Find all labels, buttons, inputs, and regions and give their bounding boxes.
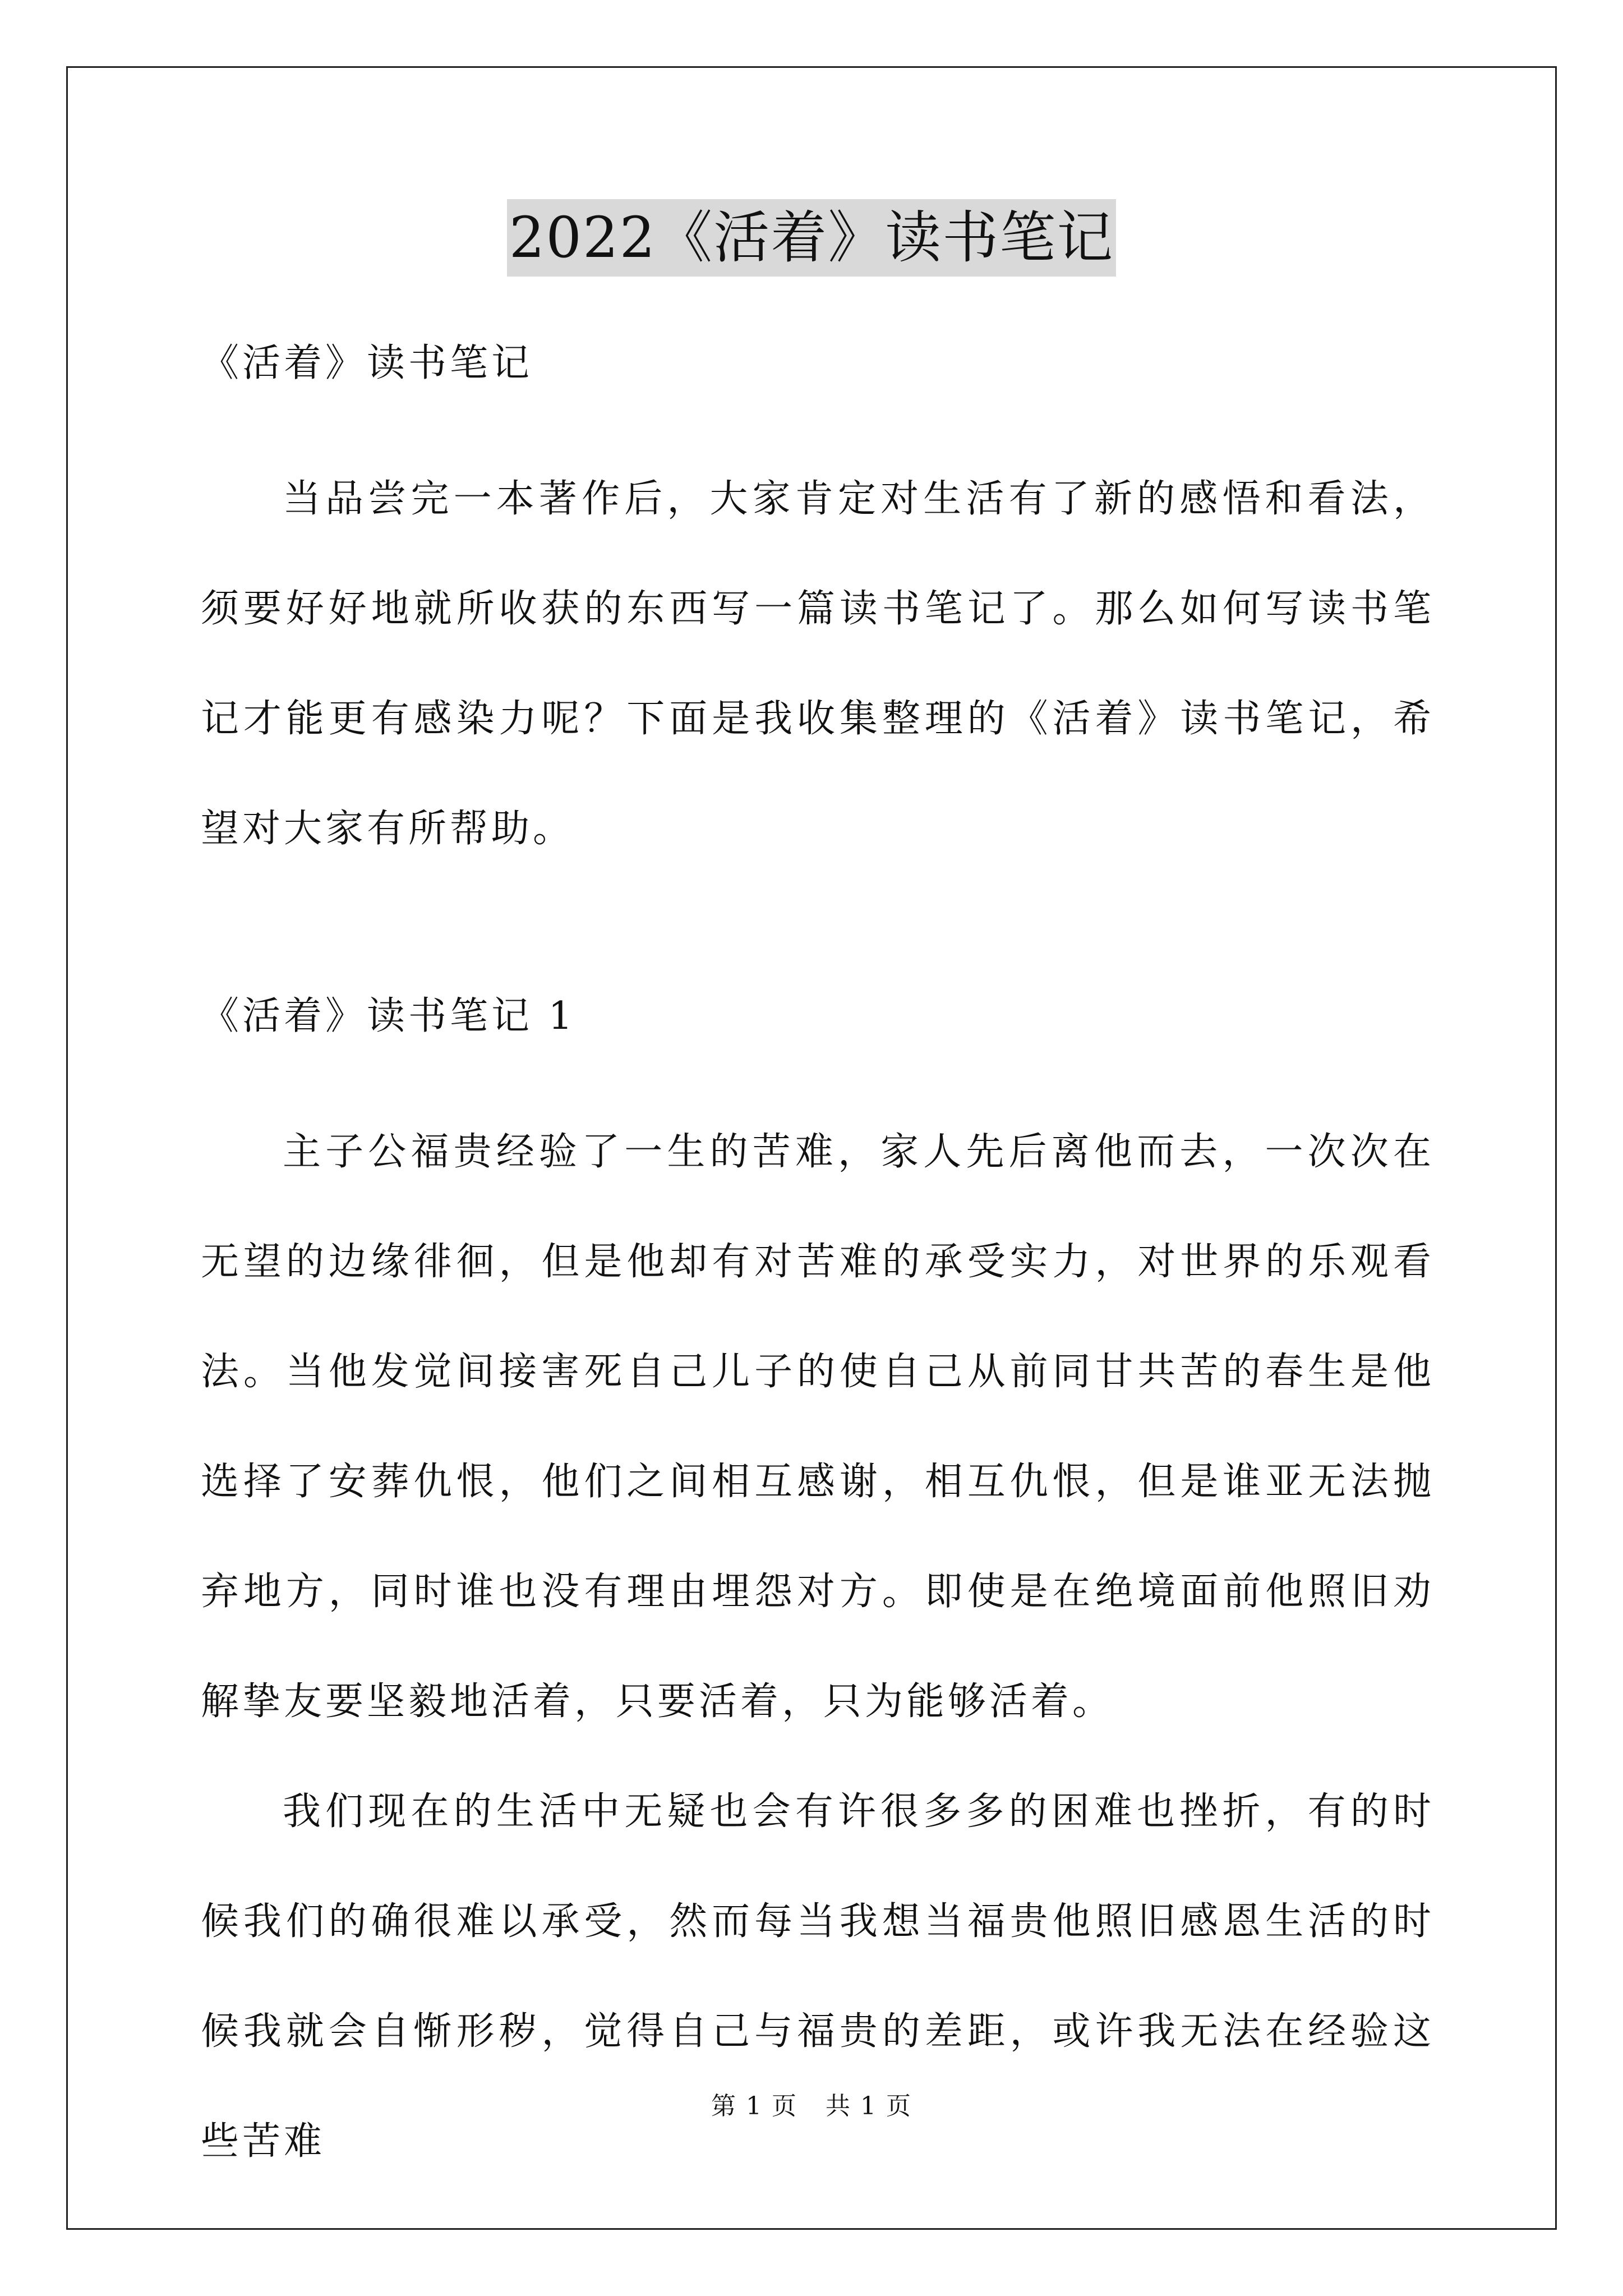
title-container — [0, 199, 1623, 277]
paragraph-note-1-b: 我们现在的生活中无疑也会有许很多多的困难也挫折，有的时候我们的确很难以承受，然而每当我想当福贵他照旧感恩生活的时候我就会自惭形秽，觉得自己与福贵的差距，或许我无法在经验这些苦难 — [201, 1789, 1435, 2164]
section-heading-note-1: 《活着》读书笔记 1 — [201, 994, 576, 1038]
page-total: 共 1 页 — [826, 2092, 912, 2120]
document-title: 2022《活着》读书笔记 — [507, 199, 1117, 277]
paragraph-note-1-a: 主子公福贵经验了一生的苦难，家人先后离他而去，一次次在无望的边缘徘徊，但是他却有对苦难的承受实力，对世界的乐观看法。当他发觉间接害死自己儿子的使自己从前同甘共苦的春生是他选择了安葬仇恨，他们之间相互感谢，相互仇恨，但是谁亚无法抛弃地方，同时谁也没有理由埋怨对方。即使是在绝境面前他照旧劝解挚友要坚毅地活着，只要活着，只为能够活着。 — [201, 1130, 1435, 1724]
page-number: 第 1 页 — [711, 2092, 797, 2120]
paragraph-intro: 当品尝完一本著作后，大家肯定对生活有了新的感悟和看法，须要好好地就所收获的东西写一篇读书笔记了。那么如何写读书笔记才能更有感染力呢？下面是我收集整理的《活着》读书笔记，希望对大家有所帮助。 — [201, 477, 1435, 851]
document-body — [201, 337, 1435, 2197]
section-heading-intro: 《活着》读书笔记 — [201, 341, 533, 385]
page-footer — [0, 2090, 1623, 2123]
